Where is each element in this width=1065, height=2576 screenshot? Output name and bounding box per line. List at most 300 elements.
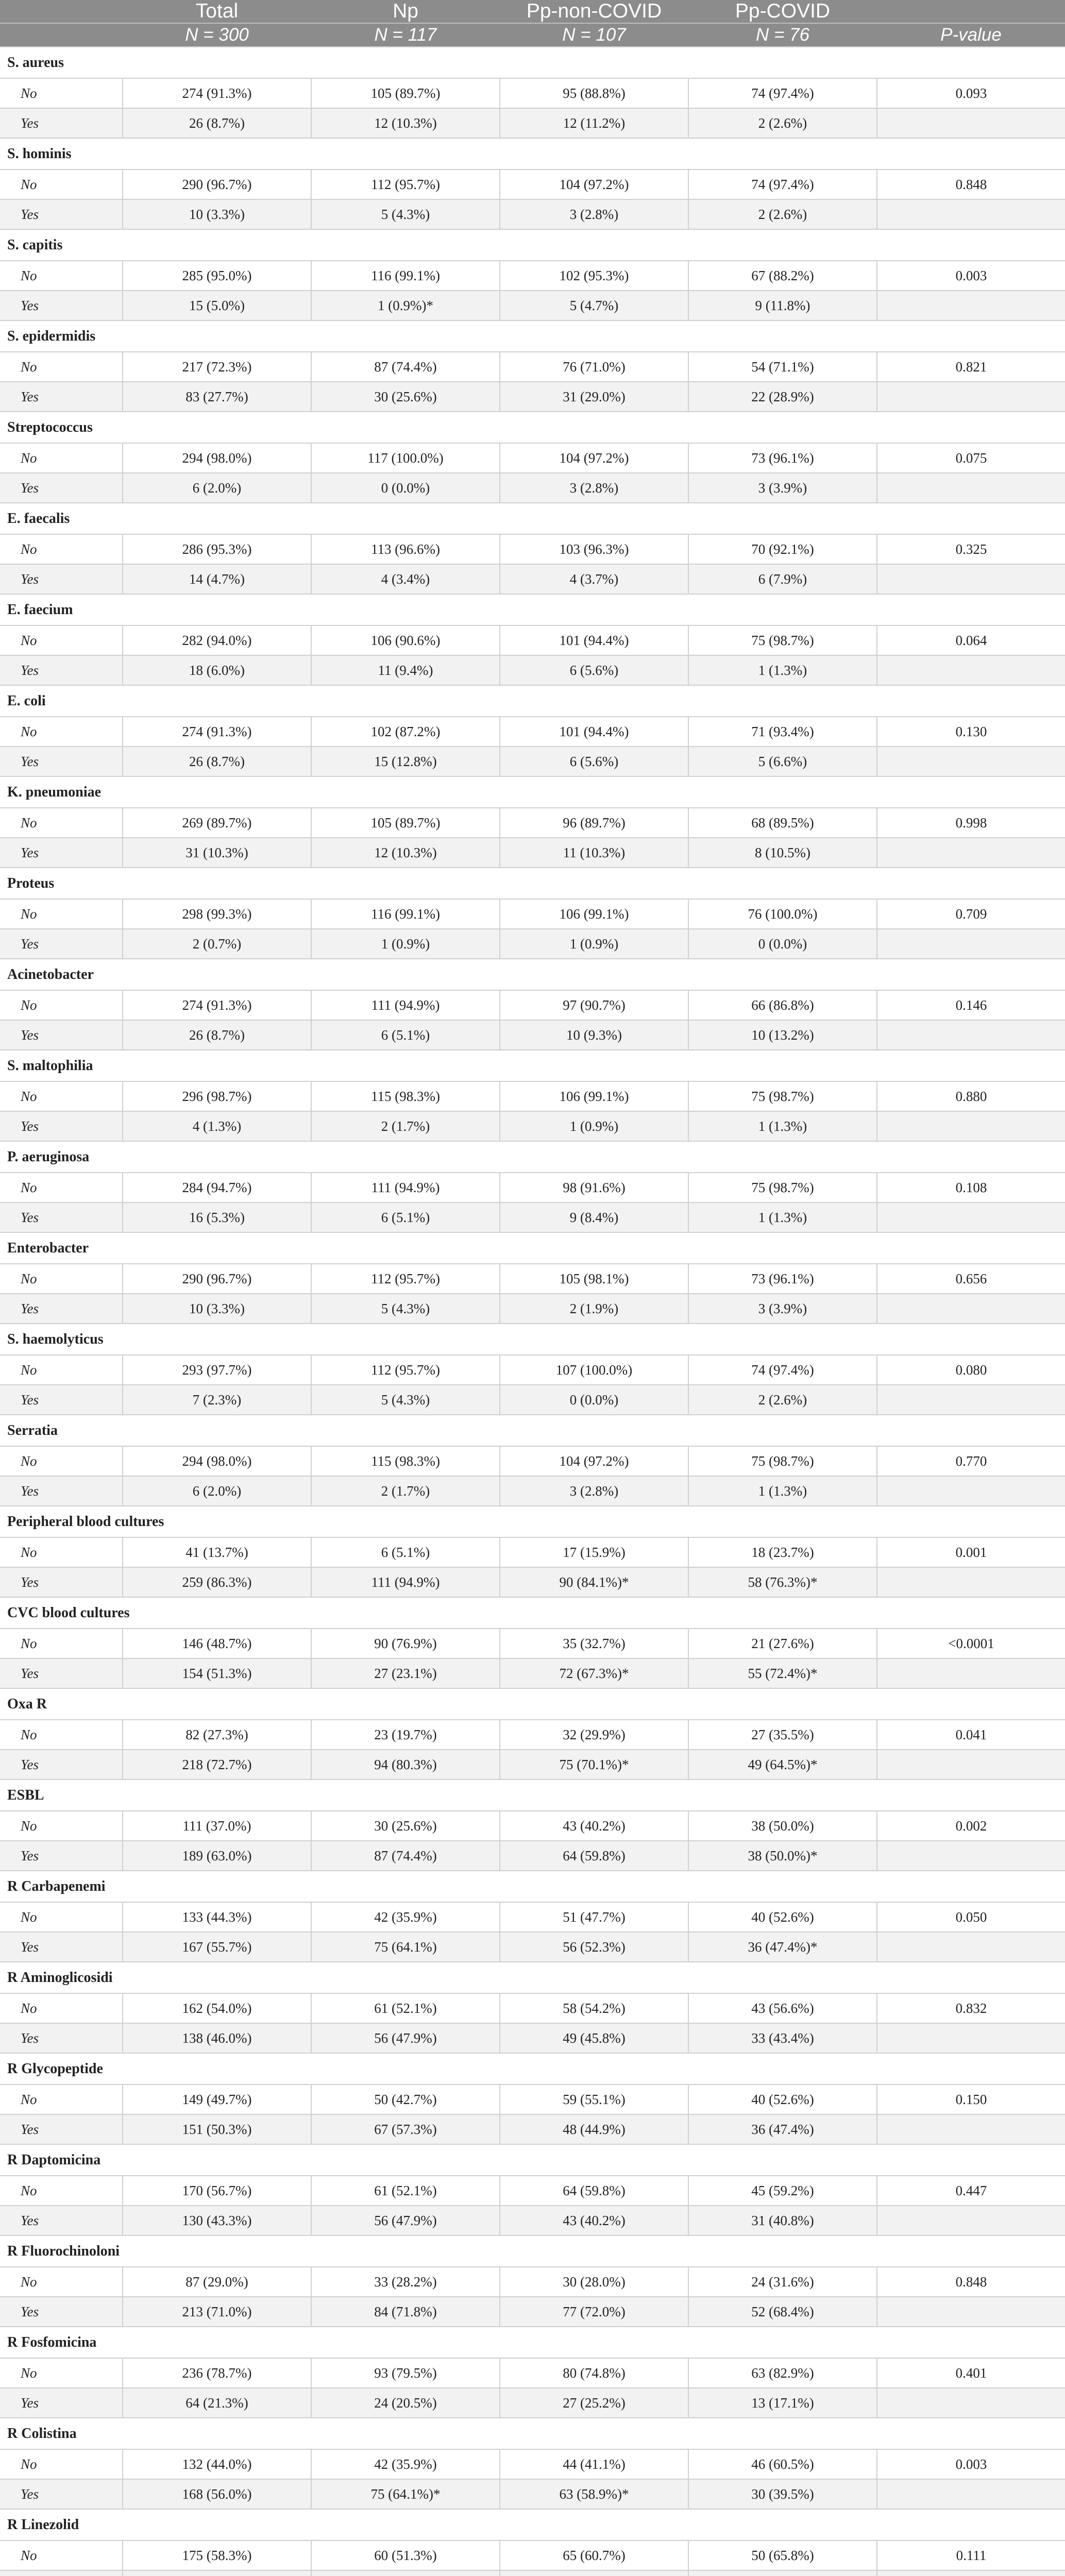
cell-pvalue [877, 1750, 1065, 1780]
cell-np: 12 (10.3%) [311, 108, 500, 138]
cell-pp-covid: 40 (52.6%) [688, 1902, 877, 1932]
row-label: No [0, 1629, 123, 1658]
cell-pp-covid: 54 (71.1%) [688, 352, 877, 382]
cell-pvalue [877, 1476, 1065, 1506]
cell-np: 112 (95.7%) [311, 1264, 500, 1294]
cell-pvalue [877, 108, 1065, 138]
table-row-no [0, 170, 1065, 199]
cell-pp-covid: 2 (2.6%) [688, 199, 877, 229]
cell-pvalue [877, 929, 1065, 959]
cell-pvalue [877, 1658, 1065, 1688]
cell-total: 64 (21.3%) [123, 2388, 311, 2418]
cell-np: 11 (9.4%) [311, 655, 500, 685]
cell-pvalue: 0.401 [877, 2358, 1065, 2388]
header-pp-covid: Pp-COVID [688, 0, 877, 23]
cell-pvalue [877, 2206, 1065, 2235]
row-label: No [0, 625, 123, 655]
cell-pp-covid: 55 (72.4%)* [688, 1658, 877, 1688]
cell-total: 284 (94.7%) [123, 1173, 311, 1202]
cell-pp-non-covid: 106 (99.1%) [500, 899, 688, 929]
cell-pp-non-covid: 64 (59.8%) [500, 2176, 688, 2206]
cell-total [123, 2570, 311, 2576]
group-header-row [0, 1232, 1065, 1264]
cell-np: 6 (5.1%) [311, 1202, 500, 1232]
cell-np: 5 (4.3%) [311, 1385, 500, 1415]
group-header-row [0, 138, 1065, 170]
group-header-row [0, 1415, 1065, 1446]
table-row-no [0, 2358, 1065, 2388]
row-label: No [0, 2267, 123, 2297]
cell-pvalue [877, 747, 1065, 776]
cell-np: 15 (12.8%) [311, 747, 500, 776]
cell-pp-covid: 45 (59.2%) [688, 2176, 877, 2206]
cell-pp-non-covid: 1 (0.9%) [500, 929, 688, 959]
cell-pvalue: 0.003 [877, 261, 1065, 291]
group-header-row [0, 1688, 1065, 1720]
cell-pp-non-covid: 51 (47.7%) [500, 1902, 688, 1932]
row-label: No [0, 1537, 123, 1567]
cell-pp-covid [688, 2570, 877, 2576]
table-row-no [0, 808, 1065, 838]
row-label: No [0, 170, 123, 199]
cell-pp-non-covid: 96 (89.7%) [500, 808, 688, 838]
row-label: No [0, 2176, 123, 2206]
cell-pp-non-covid: 2 (1.9%) [500, 1294, 688, 1324]
row-label: Yes [0, 1202, 123, 1232]
cell-pvalue: 0.447 [877, 2176, 1065, 2206]
cell-pp-non-covid: 6 (5.6%) [500, 747, 688, 776]
table-row-no [0, 1993, 1065, 2023]
cell-pp-covid: 6 (7.9%) [688, 564, 877, 594]
row-label: Yes [0, 2297, 123, 2327]
cell-pvalue: 0.709 [877, 899, 1065, 929]
row-label: Yes [0, 564, 123, 594]
cell-pp-covid: 74 (97.4%) [688, 78, 877, 108]
cell-pp-non-covid: 48 (44.9%) [500, 2114, 688, 2144]
cell-total: 274 (91.3%) [123, 990, 311, 1020]
cell-np: 23 (19.7%) [311, 1720, 500, 1750]
row-label: No [0, 1173, 123, 1202]
cell-pvalue: 0.001 [877, 1537, 1065, 1567]
cell-pp-non-covid [500, 2570, 688, 2576]
cell-pvalue: 0.998 [877, 808, 1065, 838]
cell-np: 42 (35.9%) [311, 2449, 500, 2479]
cell-pp-non-covid: 64 (59.8%) [500, 1841, 688, 1871]
cell-pp-non-covid: 75 (70.1%)* [500, 1750, 688, 1780]
cell-total: 175 (58.3%) [123, 2540, 311, 2570]
cell-total: 274 (91.3%) [123, 78, 311, 108]
cell-total: 26 (8.7%) [123, 1020, 311, 1050]
cell-np: 116 (99.1%) [311, 261, 500, 291]
cell-np: 61 (52.1%) [311, 1993, 500, 2023]
group-header-row [0, 503, 1065, 534]
cell-np: 111 (94.9%) [311, 1567, 500, 1597]
cell-pvalue [877, 1111, 1065, 1141]
cell-total: 130 (43.3%) [123, 2206, 311, 2235]
table-row-yes [0, 1294, 1065, 1324]
table-row-yes [0, 2570, 1065, 2576]
cell-np: 2 (1.7%) [311, 1476, 500, 1506]
cell-pvalue [877, 838, 1065, 868]
cell-total: 41 (13.7%) [123, 1537, 311, 1567]
row-label: No [0, 2358, 123, 2388]
cell-pvalue [877, 2479, 1065, 2509]
cell-pvalue [877, 1294, 1065, 1324]
cell-total: 111 (37.0%) [123, 1811, 311, 1841]
cell-total: 167 (55.7%) [123, 1932, 311, 1962]
cell-total: 282 (94.0%) [123, 625, 311, 655]
cell-pvalue [877, 1567, 1065, 1597]
cell-pp-covid: 63 (82.9%) [688, 2358, 877, 2388]
row-label: No [0, 717, 123, 747]
cell-pp-non-covid: 44 (41.1%) [500, 2449, 688, 2479]
row-label: No [0, 352, 123, 382]
row-label: Yes [0, 291, 123, 320]
table-row-yes [0, 2479, 1065, 2509]
row-label: Yes [0, 1385, 123, 1415]
cell-np: 117 (100.0%) [311, 443, 500, 473]
row-label: No [0, 1264, 123, 1294]
table-row-yes [0, 1476, 1065, 1506]
cell-pp-non-covid: 76 (71.0%) [500, 352, 688, 382]
cell-total: 274 (91.3%) [123, 717, 311, 747]
cell-pp-covid: 1 (1.3%) [688, 655, 877, 685]
cell-np: 60 (51.3%) [311, 2540, 500, 2570]
cell-pp-covid: 1 (1.3%) [688, 1202, 877, 1232]
row-label: Yes [0, 838, 123, 868]
cell-np: 24 (20.5%) [311, 2388, 500, 2418]
row-label: Yes [0, 1476, 123, 1506]
cell-pvalue: 0.880 [877, 1081, 1065, 1111]
cell-pp-non-covid: 59 (55.1%) [500, 2084, 688, 2114]
table-row-yes [0, 929, 1065, 959]
row-label: Yes [0, 1294, 123, 1324]
group-header-row [0, 2418, 1065, 2449]
cell-pp-covid: 38 (50.0%) [688, 1811, 877, 1841]
group-name: R Colistina [0, 2418, 1065, 2449]
cell-pp-non-covid: 103 (96.3%) [500, 534, 688, 564]
cell-pp-covid: 1 (1.3%) [688, 1476, 877, 1506]
table-row-yes [0, 1567, 1065, 1597]
cell-total: 149 (49.7%) [123, 2084, 311, 2114]
header-n-pp-covid: N = 76 [688, 23, 877, 47]
row-label: Yes [0, 929, 123, 959]
group-name: Proteus [0, 868, 1065, 899]
table-row-no [0, 1902, 1065, 1932]
cell-pp-covid: 31 (40.8%) [688, 2206, 877, 2235]
cell-pp-covid: 18 (23.7%) [688, 1537, 877, 1567]
cell-pp-non-covid: 43 (40.2%) [500, 2206, 688, 2235]
header-blank-2 [0, 23, 123, 47]
cell-pp-non-covid: 30 (28.0%) [500, 2267, 688, 2297]
cell-total: 82 (27.3%) [123, 1720, 311, 1750]
cell-total: 10 (3.3%) [123, 199, 311, 229]
group-header-row [0, 1141, 1065, 1173]
table-row-yes [0, 1111, 1065, 1141]
cell-pp-non-covid: 95 (88.8%) [500, 78, 688, 108]
group-header-row [0, 1324, 1065, 1355]
group-header-row [0, 685, 1065, 717]
group-name: Enterobacter [0, 1232, 1065, 1264]
cell-pvalue: 0.064 [877, 625, 1065, 655]
group-header-row [0, 320, 1065, 352]
cell-total: 31 (10.3%) [123, 838, 311, 868]
cell-pp-covid: 73 (96.1%) [688, 1264, 877, 1294]
cell-pvalue: 0.146 [877, 990, 1065, 1020]
cell-pp-covid: 43 (56.6%) [688, 1993, 877, 2023]
header-np: Np [311, 0, 500, 23]
table-row-no [0, 1355, 1065, 1385]
cell-pp-covid: 66 (86.8%) [688, 990, 877, 1020]
group-header-row [0, 1506, 1065, 1537]
cell-pp-non-covid: 31 (29.0%) [500, 382, 688, 412]
cell-pp-non-covid: 97 (90.7%) [500, 990, 688, 1020]
table-row-yes [0, 2023, 1065, 2053]
cell-pvalue [877, 1385, 1065, 1415]
table-row-yes [0, 2388, 1065, 2418]
table-row-no [0, 1173, 1065, 1202]
cell-pp-covid: 46 (60.5%) [688, 2449, 877, 2479]
table-row-yes [0, 1658, 1065, 1688]
cell-pvalue: 0.770 [877, 1446, 1065, 1476]
cell-pp-covid: 68 (89.5%) [688, 808, 877, 838]
cell-pp-covid: 70 (92.1%) [688, 534, 877, 564]
row-label: Yes [0, 655, 123, 685]
cell-pp-non-covid: 107 (100.0%) [500, 1355, 688, 1385]
cell-pvalue: 0.111 [877, 2540, 1065, 2570]
group-name: CVC blood cultures [0, 1597, 1065, 1629]
table-row-yes [0, 1841, 1065, 1871]
cell-total: 83 (27.7%) [123, 382, 311, 412]
cell-np: 50 (42.7%) [311, 2084, 500, 2114]
group-name: E. coli [0, 685, 1065, 717]
cell-pp-non-covid: 80 (74.8%) [500, 2358, 688, 2388]
cell-pp-covid: 75 (98.7%) [688, 1081, 877, 1111]
cell-pp-covid: 73 (96.1%) [688, 443, 877, 473]
cell-np: 56 (47.9%) [311, 2206, 500, 2235]
table-row-no [0, 443, 1065, 473]
group-name: Oxa R [0, 1688, 1065, 1720]
cell-total: 16 (5.3%) [123, 1202, 311, 1232]
cell-np: 102 (87.2%) [311, 717, 500, 747]
cell-np: 42 (35.9%) [311, 1902, 500, 1932]
cell-pp-covid: 8 (10.5%) [688, 838, 877, 868]
cell-pp-covid: 49 (64.5%)* [688, 1750, 877, 1780]
header-total: Total [123, 0, 311, 23]
cell-np: 56 (47.9%) [311, 2023, 500, 2053]
cell-total: 6 (2.0%) [123, 473, 311, 503]
cell-pvalue: 0.150 [877, 2084, 1065, 2114]
table-row-yes [0, 473, 1065, 503]
cell-total: 87 (29.0%) [123, 2267, 311, 2297]
row-label: Yes [0, 1020, 123, 1050]
cell-pp-non-covid: 65 (60.7%) [500, 2540, 688, 2570]
group-name: E. faecalis [0, 503, 1065, 534]
cell-total: 170 (56.7%) [123, 2176, 311, 2206]
cell-pp-covid: 33 (43.4%) [688, 2023, 877, 2053]
cell-pvalue: 0.002 [877, 1811, 1065, 1841]
group-header-row [0, 2509, 1065, 2540]
cell-total: 151 (50.3%) [123, 2114, 311, 2144]
cell-pvalue [877, 564, 1065, 594]
row-label: No [0, 1902, 123, 1932]
row-label: No [0, 1446, 123, 1476]
table-row-no [0, 1720, 1065, 1750]
cell-np: 111 (94.9%) [311, 990, 500, 1020]
cell-total: 298 (99.3%) [123, 899, 311, 929]
cell-pp-covid: 36 (47.4%) [688, 2114, 877, 2144]
cell-pp-non-covid: 9 (8.4%) [500, 1202, 688, 1232]
cell-np: 75 (64.1%) [311, 1932, 500, 1962]
cell-pp-non-covid: 106 (99.1%) [500, 1081, 688, 1111]
cell-pvalue [877, 2388, 1065, 2418]
cell-np: 106 (90.6%) [311, 625, 500, 655]
group-name: S. maltophilia [0, 1050, 1065, 1081]
table-row-no [0, 1446, 1065, 1476]
cell-pvalue [877, 1932, 1065, 1962]
row-label: No [0, 2540, 123, 2570]
group-name: R Daptomicina [0, 2144, 1065, 2176]
group-header-row [0, 2053, 1065, 2084]
cell-total: 236 (78.7%) [123, 2358, 311, 2388]
row-label: Yes [0, 1567, 123, 1597]
cell-total: 162 (54.0%) [123, 1993, 311, 2023]
table-row-no [0, 1264, 1065, 1294]
cell-pp-covid: 40 (52.6%) [688, 2084, 877, 2114]
cell-pp-covid: 75 (98.7%) [688, 1446, 877, 1476]
table-row-yes [0, 382, 1065, 412]
table-row-yes [0, 838, 1065, 868]
table-row-yes [0, 2114, 1065, 2144]
cell-pvalue [877, 2570, 1065, 2576]
group-header-row [0, 1597, 1065, 1629]
cell-pp-non-covid: 56 (52.3%) [500, 1932, 688, 1962]
table-row-yes [0, 1750, 1065, 1780]
header-row-labels [0, 0, 1065, 23]
cell-np: 67 (57.3%) [311, 2114, 500, 2144]
group-name: S. capitis [0, 229, 1065, 261]
row-label: No [0, 2084, 123, 2114]
cell-np: 4 (3.4%) [311, 564, 500, 594]
table-row-no [0, 2540, 1065, 2570]
row-label: No [0, 534, 123, 564]
cell-pp-covid: 30 (39.5%) [688, 2479, 877, 2509]
cell-np: 30 (25.6%) [311, 1811, 500, 1841]
cell-np: 5 (4.3%) [311, 199, 500, 229]
cell-pp-non-covid: 6 (5.6%) [500, 655, 688, 685]
cell-total: 269 (89.7%) [123, 808, 311, 838]
cell-pvalue: 0.130 [877, 717, 1065, 747]
cell-pp-non-covid: 102 (95.3%) [500, 261, 688, 291]
header-pvalue-blank [877, 0, 1065, 23]
cell-pp-covid: 21 (27.6%) [688, 1629, 877, 1658]
cell-total: 290 (96.7%) [123, 1264, 311, 1294]
cell-np: 87 (74.4%) [311, 352, 500, 382]
group-header-row [0, 776, 1065, 808]
cell-pvalue [877, 1841, 1065, 1871]
cell-np: 2 (1.7%) [311, 1111, 500, 1141]
cell-np: 105 (89.7%) [311, 78, 500, 108]
header-n-np: N = 117 [311, 23, 500, 47]
table-row-no [0, 899, 1065, 929]
cell-pp-non-covid: 11 (10.3%) [500, 838, 688, 868]
cell-total: 293 (97.7%) [123, 1355, 311, 1385]
cell-np: 90 (76.9%) [311, 1629, 500, 1658]
table-row-yes [0, 1385, 1065, 1415]
cell-pp-covid: 38 (50.0%)* [688, 1841, 877, 1871]
cell-np: 113 (96.6%) [311, 534, 500, 564]
table-row-yes [0, 1932, 1065, 1962]
cell-total: 2 (0.7%) [123, 929, 311, 959]
cell-pp-covid: 76 (100.0%) [688, 899, 877, 929]
cell-np: 6 (5.1%) [311, 1537, 500, 1567]
header-n-pp-non-covid: N = 107 [500, 23, 688, 47]
group-header-row [0, 1780, 1065, 1811]
cell-np [311, 2570, 500, 2576]
row-label: No [0, 990, 123, 1020]
cell-pvalue: 0.041 [877, 1720, 1065, 1750]
cell-total: 15 (5.0%) [123, 291, 311, 320]
cell-total: 26 (8.7%) [123, 108, 311, 138]
header-n-total: N = 300 [123, 23, 311, 47]
cell-pp-covid: 58 (76.3%)* [688, 1567, 877, 1597]
cell-pp-non-covid: 105 (98.1%) [500, 1264, 688, 1294]
row-label: Yes [0, 1658, 123, 1688]
group-header-row [0, 229, 1065, 261]
row-label: Yes [0, 473, 123, 503]
cell-pp-non-covid: 43 (40.2%) [500, 1811, 688, 1841]
cell-pp-covid: 2 (2.6%) [688, 1385, 877, 1415]
cell-np: 111 (94.9%) [311, 1173, 500, 1202]
cell-np: 33 (28.2%) [311, 2267, 500, 2297]
group-name: R Carbapenemi [0, 1871, 1065, 1902]
cell-pp-non-covid: 3 (2.8%) [500, 199, 688, 229]
group-name: S. hominis [0, 138, 1065, 170]
cell-total: 138 (46.0%) [123, 2023, 311, 2053]
group-header-row [0, 959, 1065, 990]
group-header-row [0, 2327, 1065, 2358]
cell-pp-covid: 2 (2.6%) [688, 108, 877, 138]
table-row-yes [0, 747, 1065, 776]
cell-pvalue [877, 655, 1065, 685]
cell-np: 75 (64.1%)* [311, 2479, 500, 2509]
cell-pvalue [877, 1202, 1065, 1232]
row-label [0, 2570, 123, 2576]
row-label: Yes [0, 747, 123, 776]
cell-total: 217 (72.3%) [123, 352, 311, 382]
row-label: No [0, 443, 123, 473]
cell-pp-non-covid: 5 (4.7%) [500, 291, 688, 320]
cell-pvalue: 0.080 [877, 1355, 1065, 1385]
cell-pp-covid: 9 (11.8%) [688, 291, 877, 320]
cell-np: 0 (0.0%) [311, 473, 500, 503]
cell-np: 30 (25.6%) [311, 382, 500, 412]
group-header-row [0, 594, 1065, 625]
cell-pp-non-covid: 72 (67.3%)* [500, 1658, 688, 1688]
cell-pp-non-covid: 0 (0.0%) [500, 1385, 688, 1415]
cell-pvalue: 0.821 [877, 352, 1065, 382]
table-row-yes [0, 564, 1065, 594]
cell-pvalue [877, 473, 1065, 503]
row-label: Yes [0, 2114, 123, 2144]
cell-pp-covid: 75 (98.7%) [688, 625, 877, 655]
cell-pvalue: 0.832 [877, 1993, 1065, 2023]
cell-np: 1 (0.9%) [311, 929, 500, 959]
table-row-no [0, 352, 1065, 382]
cell-pp-non-covid: 104 (97.2%) [500, 443, 688, 473]
row-label: Yes [0, 1841, 123, 1871]
cell-np: 93 (79.5%) [311, 2358, 500, 2388]
